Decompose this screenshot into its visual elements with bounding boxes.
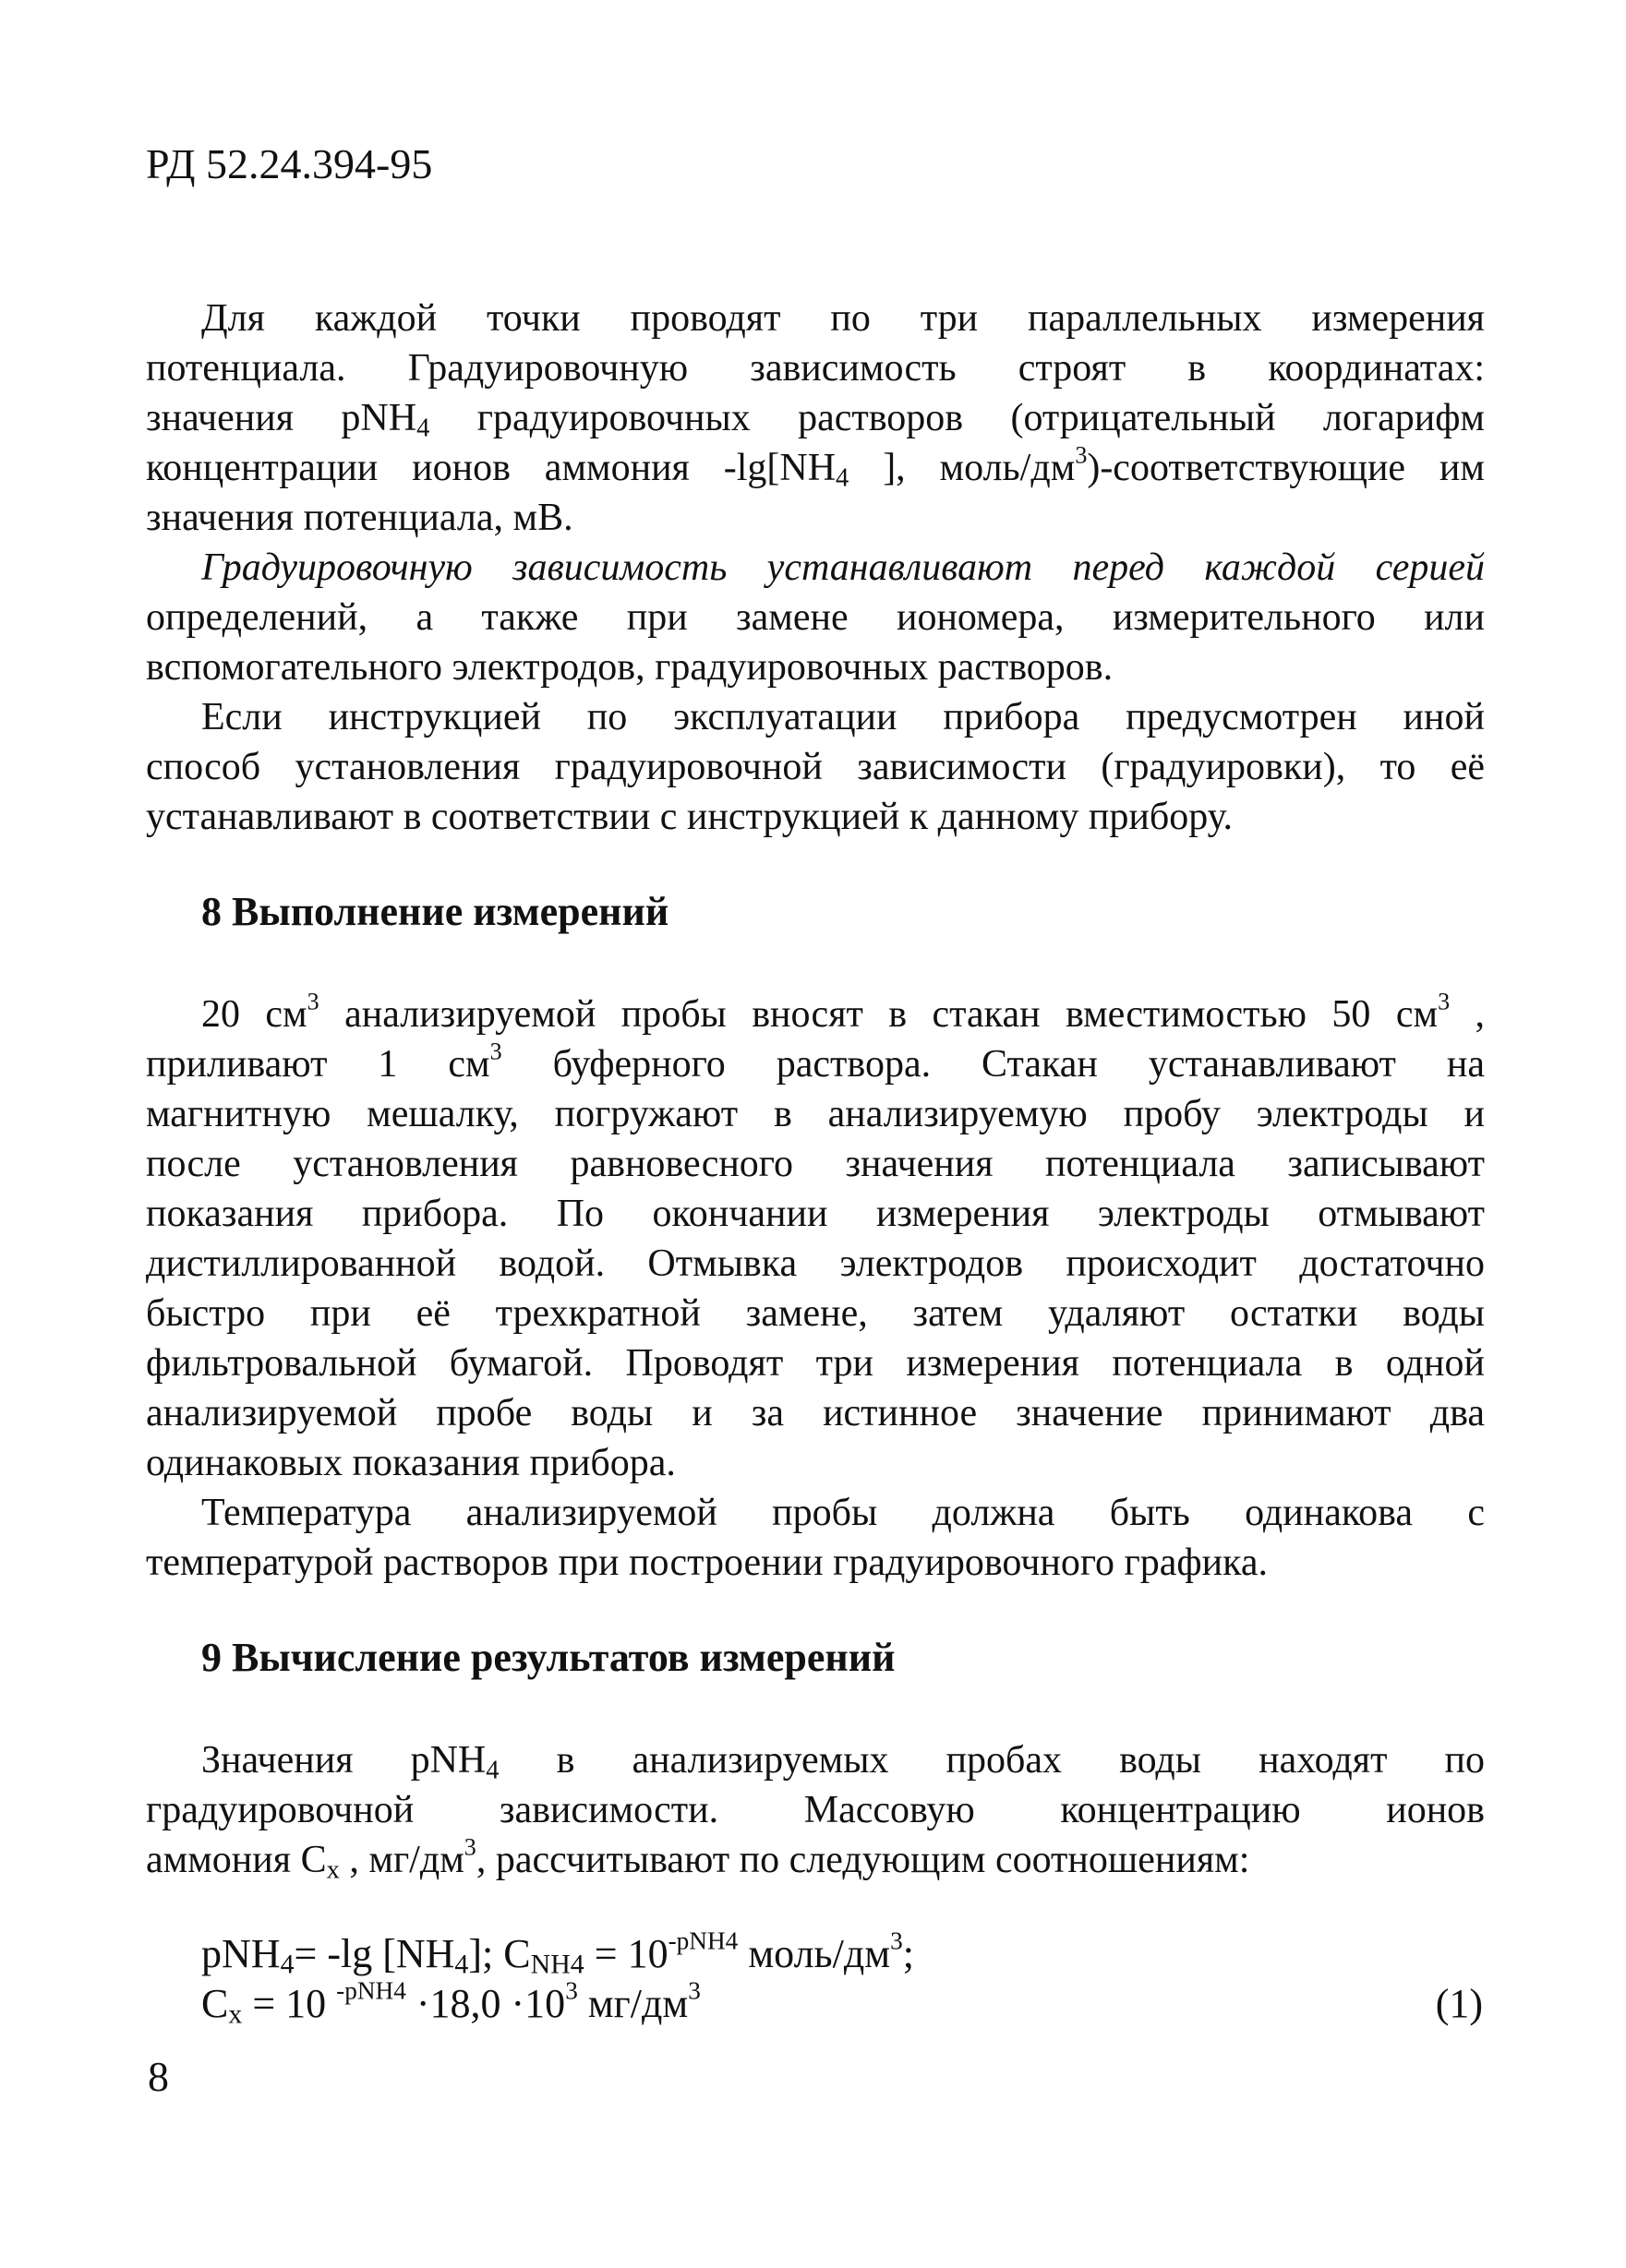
text-line: способ установления градуировочной зависимости (градуировки), то её xyxy=(146,746,1485,788)
text-line: устанавливают в соответствии с инструкцией к данному прибору. xyxy=(146,796,1233,838)
text-line: температурой растворов при построении градуировочного графика. xyxy=(146,1542,1269,1584)
document-code: РД 52.24.394-95 xyxy=(146,140,433,187)
text-line: значения pNH$_4$ градуировочных растворов (отрицательный логарифм xyxy=(146,397,1485,443)
paragraph-temperature xyxy=(146,1488,1485,1588)
paragraph-calculation xyxy=(146,1735,1485,1885)
text-line: дистиллированной водой. Отмывка электродов происходит достаточно xyxy=(146,1242,1485,1285)
text-line: показания прибора. По окончании измерения электроды отмывают xyxy=(146,1193,1485,1235)
text-line: фильтровальной бумагой. Проводят три измерения потенциала в одной xyxy=(146,1342,1485,1385)
text-line: после установления равновесного значения потенциала записывают xyxy=(146,1143,1485,1185)
text-line: приливают 1 $см^3$ буферного раствора. Стакан устанавливают на xyxy=(146,1038,1485,1086)
section-heading-9: 9 Вычисление результатов измерений xyxy=(201,1635,896,1680)
text-line: Градуировочную зависимость устанавливают перед каждой серией xyxy=(201,546,1485,589)
text-line: концентрации ионов аммония $-\lg[NH_4$ ], моль/$дм^3$)-соответствующие им xyxy=(146,441,1485,493)
text-line: вспомогательного электродов, градуировочных растворов. xyxy=(146,646,1114,689)
text-line: аммония $C_x$ , $мг/дм^3$, рассчитывают по следующим соотношениям: xyxy=(146,1833,1250,1885)
text-line: определений, а также при замене иономера, измерительного или xyxy=(146,596,1485,639)
text-line: Для каждой точки проводят по три параллельных измерения xyxy=(201,297,1485,340)
text-line: Температура анализируемой пробы должна быть одинакова с xyxy=(201,1492,1485,1534)
section-heading-8: 8 Выполнение измерений xyxy=(201,889,669,934)
page-number: 8 xyxy=(148,2053,169,2100)
formula-line-2: $C_x = 10$ $^{-pNH4} \cdot 18,0 \cdot 10^3$ $мг/дм^3$ xyxy=(201,1976,701,2030)
text-line: анализируемой пробе воды и за истинное значение принимают два xyxy=(146,1392,1485,1434)
text-line: одинаковых показания прибора. xyxy=(146,1442,676,1484)
text-line: 20 $см^3$ анализируемой пробы вносят в стакан вместимостью 50 $см^3$ , xyxy=(201,988,1485,1036)
text-line: значения потенциала, мВ. xyxy=(146,497,573,539)
text-line: потенциала. Градуировочную зависимость строят в координатах: xyxy=(146,347,1485,390)
formula-number: (1) xyxy=(1435,1981,1483,2026)
formula-line-1: pNH$_4$= -lg $[NH_4]$; $C_{NH4} = 10^{-pNH4}$ моль/$дм^3$; xyxy=(201,1926,914,1980)
paragraph-instrument-instructions xyxy=(146,692,1485,842)
text-line: градуировочной зависимости. Массовую концентрацию ионов xyxy=(146,1789,1485,1831)
paragraph-calibration-timing xyxy=(146,543,1485,692)
paragraph-calibration-points xyxy=(146,294,1485,543)
text-line: Если инструкцией по эксплуатации прибора предусмотрен иной xyxy=(201,696,1485,738)
text-line: Значения pNH$_4$ в анализируемых пробах воды находят по xyxy=(201,1739,1485,1785)
text-line: магнитную мешалку, погружают в анализируемую пробу электроды и xyxy=(146,1093,1485,1135)
paragraph-measurement-procedure xyxy=(146,990,1485,1488)
text-line: быстро при её трехкратной замене, затем удаляют остатки воды xyxy=(146,1292,1485,1335)
